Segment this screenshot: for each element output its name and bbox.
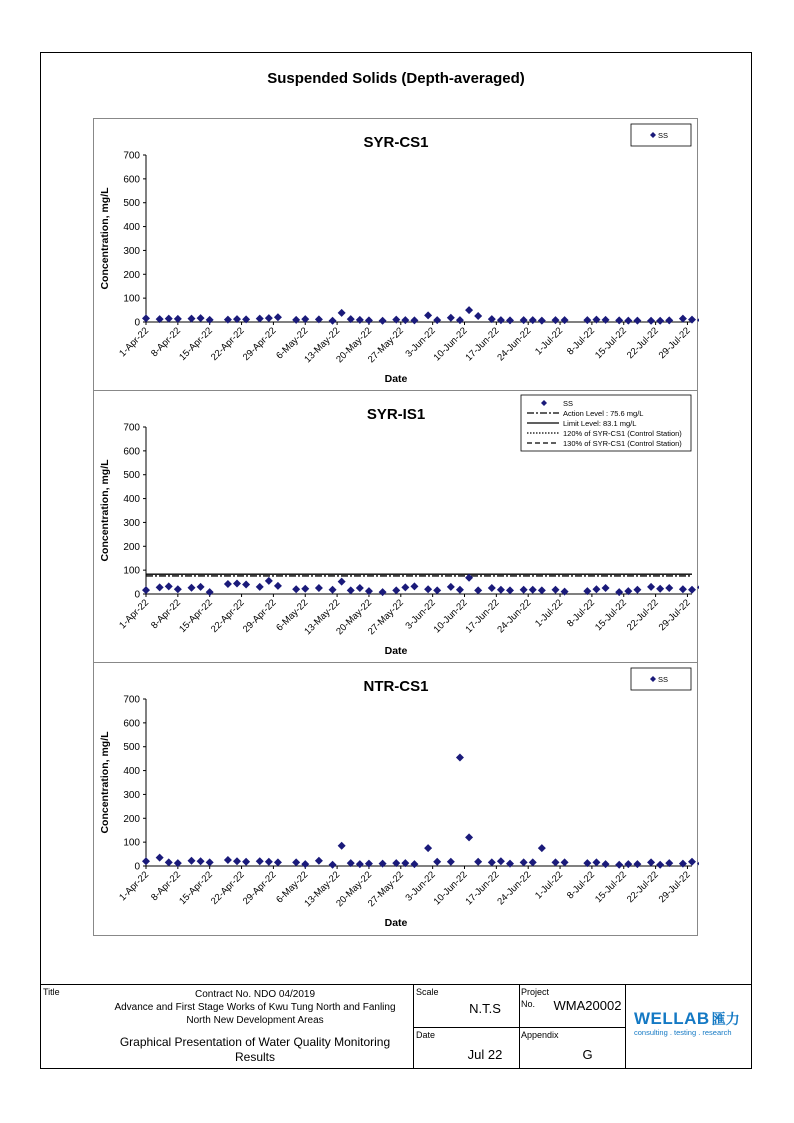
x-tick-label: 3-Jun-22 [403, 325, 438, 360]
data-point [633, 586, 641, 594]
data-point [529, 586, 537, 594]
x-tick-label: 27-May-22 [366, 869, 406, 910]
data-point [592, 585, 600, 593]
x-tick-label: 1-Apr-22 [117, 869, 152, 904]
data-point [615, 861, 623, 869]
data-point [265, 314, 273, 322]
data-point [688, 586, 696, 594]
date-label: Date [416, 1030, 436, 1040]
x-tick-label: 20-May-22 [334, 325, 375, 366]
data-point [583, 316, 591, 324]
data-point [561, 858, 569, 866]
y-tick-label: 400 [123, 494, 140, 506]
project-no-label: No. [521, 999, 536, 1009]
data-point [552, 586, 560, 594]
x-tick-label: 10-Jun-22 [431, 869, 470, 908]
data-point [615, 316, 623, 324]
data-point [165, 858, 173, 866]
data-point [188, 857, 196, 865]
data-point [329, 586, 337, 594]
chart-panel-syr-is1 [93, 390, 698, 663]
title-block [40, 984, 752, 1069]
y-tick-label: 300 [123, 789, 140, 801]
x-tick-label: 13-May-22 [302, 325, 343, 366]
x-tick-label: 17-Jun-22 [463, 597, 502, 636]
data-point [456, 316, 464, 324]
x-tick-label: 29-Apr-22 [240, 869, 279, 907]
data-point [274, 582, 282, 590]
data-point [165, 315, 173, 323]
contract-description-line2: North New Development Areas [186, 1015, 324, 1026]
scale-label: Scale [416, 987, 439, 997]
date-value: Jul 22 [467, 1047, 503, 1062]
data-point [256, 315, 264, 323]
scale-value: N.T.S [469, 1001, 501, 1016]
data-point [379, 317, 387, 325]
appendix-value: G [582, 1047, 593, 1062]
y-tick-label: 700 [123, 422, 140, 434]
y-axis-label: Concentration, mg/L [99, 459, 111, 562]
legend-label: SS [658, 131, 669, 140]
y-tick-label: 600 [123, 446, 140, 458]
x-tick-label: 29-Jul-22 [656, 325, 693, 362]
data-point [242, 858, 250, 866]
y-tick-label: 0 [134, 861, 140, 873]
data-point [633, 860, 641, 868]
legend-label: Action Level : 75.6 mg/L [563, 409, 644, 418]
x-tick-label: 6-May-22 [274, 869, 311, 906]
document-title-line1: Graphical Presentation of Water Quality Monitoring [119, 1035, 391, 1049]
data-point [292, 585, 300, 593]
data-point [410, 316, 418, 324]
x-tick-label: 17-Jun-22 [463, 869, 502, 908]
data-point [656, 585, 664, 593]
data-point [592, 858, 600, 866]
x-tick-label: 15-Apr-22 [177, 869, 215, 907]
data-point [197, 857, 205, 865]
data-point [206, 858, 214, 866]
data-point [197, 314, 205, 322]
data-point [165, 582, 173, 590]
y-tick-label: 100 [123, 837, 140, 849]
chart-syr-cs1 [94, 119, 699, 392]
document-title-line2: Results [234, 1050, 275, 1064]
data-point [274, 313, 282, 321]
logo-chinese: 匯力 [711, 1011, 740, 1027]
data-point [242, 580, 250, 588]
data-point [647, 317, 655, 325]
data-point [697, 316, 699, 324]
data-point [688, 858, 696, 866]
x-tick-label: 29-Jul-22 [656, 869, 693, 906]
x-axis-label: Date [384, 645, 408, 657]
data-point [142, 857, 150, 865]
project-number: WMA20002 [553, 998, 622, 1013]
y-tick-label: 500 [123, 198, 140, 210]
x-tick-label: 8-Apr-22 [149, 597, 183, 632]
data-point [197, 583, 205, 591]
data-point [633, 317, 641, 325]
y-axis-label: Concentration, mg/L [99, 187, 111, 290]
x-tick-label: 15-Apr-22 [177, 597, 215, 635]
data-point [488, 858, 496, 866]
contract-description-line1: Advance and First Stage Works of Kwu Tung North and Fanling [114, 1002, 396, 1013]
data-point [401, 316, 409, 324]
data-point [552, 858, 560, 866]
y-tick-label: 200 [123, 813, 140, 825]
chart-ntr-cs1 [94, 663, 699, 937]
legend-label: SS [658, 675, 669, 684]
data-point [529, 316, 537, 324]
x-tick-label: 20-May-22 [334, 597, 375, 638]
chart-panel-ntr-cs1 [93, 662, 698, 936]
data-point [424, 311, 432, 319]
x-tick-label: 15-Jul-22 [593, 597, 629, 634]
x-axis-label: Date [384, 917, 408, 929]
data-point [265, 577, 273, 585]
x-tick-label: 22-Jul-22 [624, 869, 661, 906]
data-point [520, 586, 528, 594]
data-point [520, 858, 528, 866]
data-point [256, 583, 264, 591]
legend-label: 130% of SYR-CS1 (Control Station) [563, 439, 682, 448]
x-tick-label: 22-Apr-22 [209, 325, 247, 363]
y-axis-label: Concentration, mg/L [99, 731, 111, 834]
data-point [456, 753, 464, 761]
data-point [188, 315, 196, 323]
x-tick-label: 29-Jul-22 [656, 597, 693, 634]
data-point [424, 585, 432, 593]
data-point [174, 585, 182, 593]
data-point [274, 858, 282, 866]
data-point [156, 583, 164, 591]
x-tick-label: 8-Apr-22 [149, 325, 183, 360]
data-point [329, 861, 337, 869]
x-tick-label: 8-Apr-22 [149, 869, 183, 904]
data-point [465, 833, 473, 841]
x-tick-label: 13-May-22 [302, 869, 343, 910]
x-tick-label: 24-Jun-22 [495, 325, 534, 364]
data-point [233, 857, 241, 865]
page-title: Suspended Solids (Depth-averaged) [267, 70, 525, 87]
y-tick-label: 500 [123, 742, 140, 754]
data-point [474, 312, 482, 320]
data-point [379, 588, 387, 596]
data-point [497, 316, 505, 324]
data-point [561, 316, 569, 324]
project-label: Project [521, 987, 550, 997]
y-tick-label: 600 [123, 718, 140, 730]
x-tick-label: 3-Jun-22 [403, 869, 438, 904]
data-point [433, 316, 441, 324]
logo-wordmark: WELLAB [634, 1009, 710, 1028]
x-tick-label: 24-Jun-22 [495, 869, 534, 908]
x-tick-label: 8-Jul-22 [564, 869, 598, 902]
x-tick-label: 8-Jul-22 [564, 597, 598, 630]
legend-label: SS [563, 399, 574, 408]
x-axis-label: Date [384, 373, 408, 385]
x-tick-label: 1-Jul-22 [533, 325, 566, 358]
data-point [474, 586, 482, 594]
data-point [497, 586, 505, 594]
x-tick-label: 1-Jul-22 [533, 597, 566, 630]
data-point [356, 316, 364, 324]
data-point [538, 586, 546, 594]
data-point [315, 857, 323, 865]
data-point [301, 585, 309, 593]
data-point [465, 306, 473, 314]
data-point [520, 316, 528, 324]
data-point [233, 580, 241, 588]
y-tick-label: 600 [123, 174, 140, 186]
x-tick-label: 6-May-22 [274, 325, 311, 362]
logo-tagline: consulting . testing . research [634, 1028, 732, 1037]
data-point [679, 585, 687, 593]
chart-syr-is1 [94, 391, 699, 664]
data-point [142, 314, 150, 322]
x-tick-label: 29-Apr-22 [240, 597, 279, 635]
x-tick-label: 29-Apr-22 [240, 325, 279, 363]
data-point [256, 857, 264, 865]
data-point [456, 586, 464, 594]
data-point [338, 578, 346, 586]
data-point [338, 309, 346, 317]
data-point [401, 583, 409, 591]
data-point [647, 583, 655, 591]
data-point [465, 574, 473, 582]
x-tick-label: 6-May-22 [274, 597, 311, 634]
y-tick-label: 700 [123, 694, 140, 706]
x-tick-label: 15-Apr-22 [177, 325, 215, 363]
data-point [488, 584, 496, 592]
x-tick-label: 20-May-22 [334, 869, 375, 910]
x-tick-label: 3-Jun-22 [403, 597, 438, 632]
data-point [647, 858, 655, 866]
data-point [665, 584, 673, 592]
x-tick-label: 24-Jun-22 [495, 597, 534, 636]
y-tick-label: 200 [123, 269, 140, 281]
data-point [410, 860, 418, 868]
x-tick-label: 27-May-22 [366, 325, 406, 366]
data-point [301, 860, 309, 868]
data-point [529, 858, 537, 866]
data-point [142, 586, 150, 594]
data-point [392, 586, 400, 594]
data-point [538, 844, 546, 852]
data-point [552, 316, 560, 324]
data-point [447, 314, 455, 322]
x-tick-label: 1-Jul-22 [533, 869, 566, 902]
data-point [656, 317, 664, 325]
data-point [338, 842, 346, 850]
data-point [506, 316, 514, 324]
y-tick-label: 300 [123, 517, 140, 529]
data-point [224, 856, 232, 864]
data-point [329, 317, 337, 325]
title-label: Title [43, 987, 60, 997]
y-tick-label: 200 [123, 541, 140, 553]
y-tick-label: 100 [123, 565, 140, 577]
data-point [206, 588, 214, 596]
data-point [474, 858, 482, 866]
x-tick-label: 1-Apr-22 [117, 597, 152, 632]
data-point [624, 860, 632, 868]
x-tick-label: 13-May-22 [302, 597, 343, 638]
data-point [506, 586, 514, 594]
data-point [292, 316, 300, 324]
data-point [624, 317, 632, 325]
data-point [188, 584, 196, 592]
data-point [602, 316, 610, 324]
x-tick-label: 15-Jul-22 [593, 869, 629, 906]
x-tick-label: 17-Jun-22 [463, 325, 502, 364]
data-point [538, 317, 546, 325]
data-point [602, 860, 610, 868]
data-point [615, 588, 623, 596]
data-point [656, 861, 664, 869]
wellab-logo [634, 1009, 740, 1037]
data-point [315, 584, 323, 592]
chart-title: SYR-CS1 [363, 134, 429, 151]
data-point [424, 844, 432, 852]
data-point [602, 584, 610, 592]
y-tick-label: 500 [123, 470, 140, 482]
x-tick-label: 1-Apr-22 [117, 325, 152, 360]
x-tick-label: 27-May-22 [366, 597, 406, 638]
y-tick-label: 300 [123, 245, 140, 257]
data-point [156, 854, 164, 862]
data-point [356, 860, 364, 868]
data-point [433, 858, 441, 866]
data-point [497, 857, 505, 865]
data-point [697, 860, 699, 868]
data-point [433, 586, 441, 594]
chart-title: SYR-IS1 [366, 406, 426, 423]
appendix-label: Appendix [521, 1030, 559, 1040]
data-point [679, 315, 687, 323]
chart-panel-syr-cs1 [93, 118, 698, 391]
chart-title: NTR-CS1 [363, 678, 429, 695]
x-tick-label: 8-Jul-22 [564, 325, 598, 358]
y-tick-label: 0 [134, 317, 140, 329]
data-point [347, 586, 355, 594]
x-tick-label: 22-Apr-22 [209, 869, 247, 907]
data-point [356, 584, 364, 592]
data-point [447, 583, 455, 591]
x-tick-label: 10-Jun-22 [431, 597, 470, 636]
x-tick-label: 10-Jun-22 [431, 325, 470, 364]
data-point [365, 316, 373, 324]
data-point [265, 858, 273, 866]
data-point [224, 580, 232, 588]
data-point [447, 858, 455, 866]
data-point [410, 582, 418, 590]
x-tick-label: 22-Jul-22 [624, 325, 661, 362]
data-point [665, 316, 673, 324]
x-tick-label: 15-Jul-22 [593, 325, 629, 362]
x-tick-label: 22-Jul-22 [624, 597, 661, 634]
x-tick-label: 22-Apr-22 [209, 597, 247, 635]
legend-label: Limit Level: 83.1 mg/L [563, 419, 637, 428]
contract-number: Contract No. NDO 04/2019 [194, 989, 316, 1000]
y-tick-label: 100 [123, 293, 140, 305]
y-tick-label: 700 [123, 150, 140, 162]
legend-label: 120% of SYR-CS1 (Control Station) [563, 429, 682, 438]
y-tick-label: 400 [123, 766, 140, 778]
data-point [697, 583, 699, 591]
y-tick-label: 400 [123, 222, 140, 234]
data-point [292, 858, 300, 866]
data-point [206, 316, 214, 324]
y-tick-label: 0 [134, 589, 140, 601]
